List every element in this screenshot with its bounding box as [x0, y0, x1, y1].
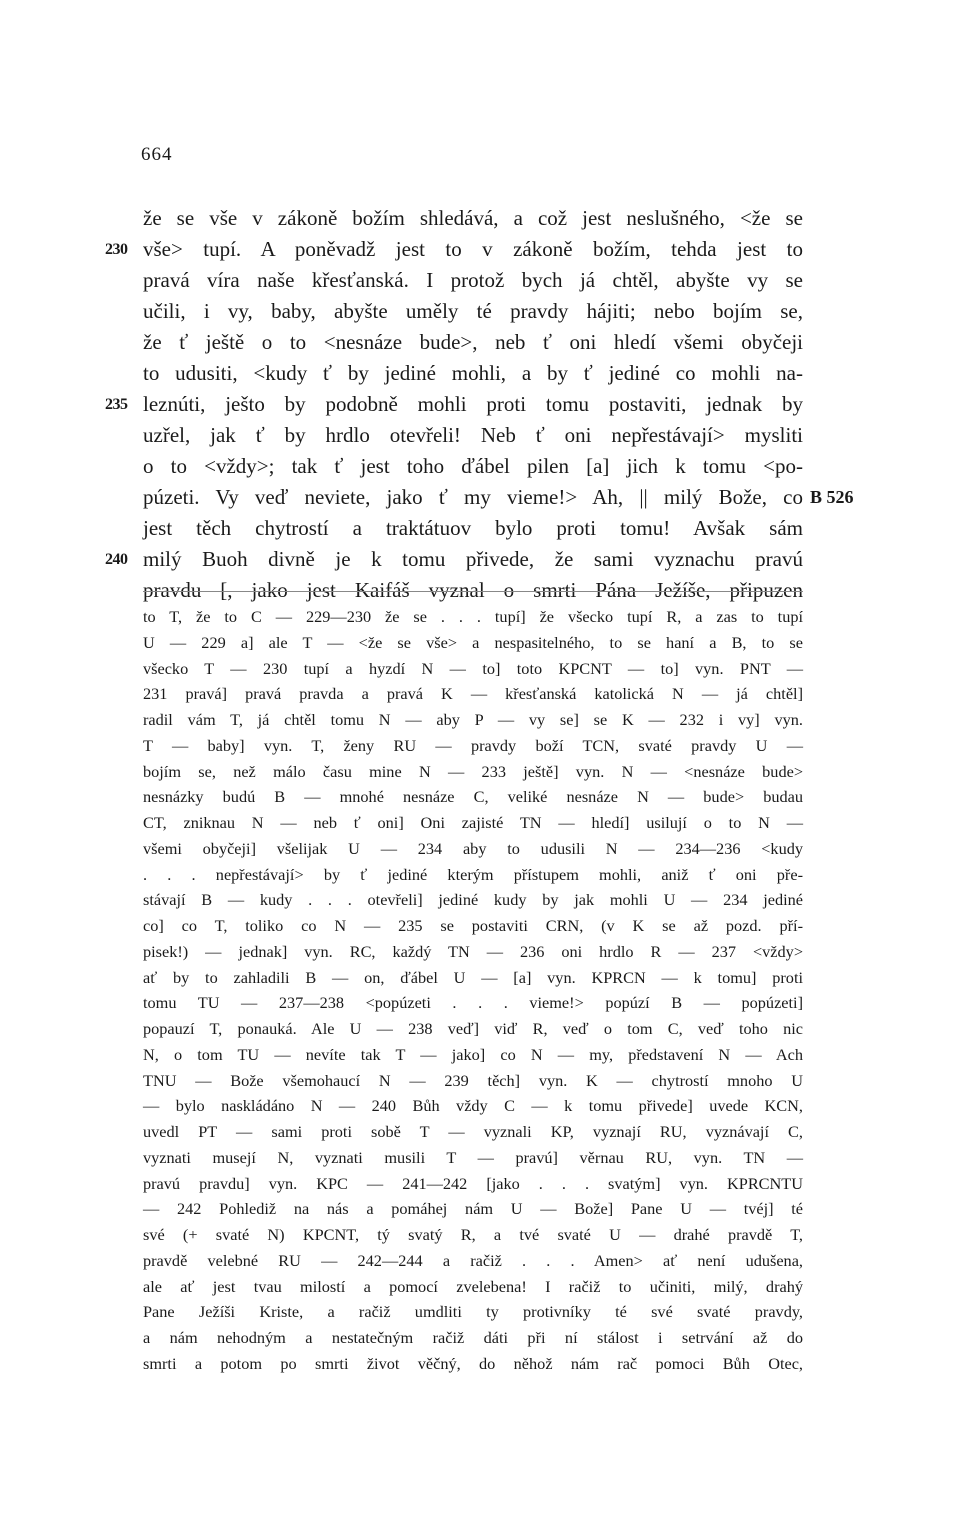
text-line — [143, 265, 803, 296]
text-line — [105, 234, 803, 265]
note-line: pisek!) — jednak] vyn. RC, každý TN — 236 oni hrdlo R — 237 <vždy> — [143, 941, 803, 961]
note-line: všecko T — 230 tupí a hyzdí N — to] toto KPCNT — to] vyn. PNT — — [143, 658, 803, 678]
note-line: nesnázky budú B — mnohé nesnáze C, veliké nesnáze N — bude> budau — [143, 787, 803, 807]
note-line: uvedl PT — sami proti sobě T — vyznali KP, vyznají RU, vyznávají C, — [143, 1122, 803, 1141]
footnote-divider — [143, 591, 803, 592]
note-line: — 242 Pohlediž na nás a pomáhej nám U — Bože] Pane U — tvéj] té — [143, 1199, 803, 1219]
line-text: pravdu [, jako jest Kaifáš vyznal o smrti Pána Ježíše, připuzen — [143, 578, 803, 602]
line-text: o to <vždy>; tak ť jest toho ďábel pilen [a] jich k tomu <po- — [143, 454, 803, 478]
text-line — [143, 420, 803, 451]
note-line: a nám nehodným a nestatečným račiž dáti při ní stálost i setrvání až do — [143, 1328, 803, 1347]
text-line — [143, 482, 854, 513]
text-line — [105, 389, 803, 420]
note-line: pravdě velebné RU — 242—244 a račiž . . . Amen> ať není udušena, — [143, 1250, 803, 1270]
note-line: stávají B — kudy . . . otevřeli] jediné kudy by jak mohli U — 234 jediné — [143, 890, 803, 910]
note-line: vyznati musejí N, vyznati musili T — pravú] věrnau RU, vyn. TN — — [143, 1147, 803, 1167]
note-line: 231 pravá] pravá pravda a pravá K — křesťanská katolická N — já chtěl] — [143, 684, 803, 704]
line-text: uzřel, jak ť by hrdlo otevřeli! Neb ť oni nepřestávají> mysliti — [143, 423, 803, 447]
note-line: . . . nepřestávají> by ť jediné kterým přístupem mohli, aniž ť oni pře- — [143, 864, 803, 884]
note-line: T — baby] vyn. T, ženy RU — pravdy boží TCN, svaté pravdy U — — [143, 735, 803, 755]
line-text: učili, i vy, baby, abyšte uměly té pravdy hájiti; nebo bojím se, — [143, 299, 803, 323]
note-line: to T, že to C — 229—230 že se . . . tupí] že všecko tupí R, a zas to tupí — [143, 607, 803, 626]
note-line: N, o tom TU — nevíte tak T — jako] co N — my, představení N — Ach — [143, 1044, 803, 1064]
line-number: 230 — [105, 241, 128, 258]
line-text: pravá víra naše křesťanská. I protož bych já chtěl, abyšte vy se — [143, 268, 803, 292]
note-line: Pane Ježíši Kriste, a račiž umdliti ty protivníky té své svaté pravdy, — [143, 1302, 803, 1322]
line-text: že ť ještě o to <nesnáze bude>, neb ť oni hledí všemi obyčeji — [143, 330, 803, 354]
main-text — [105, 203, 854, 606]
note-line: ale ať jest tvau milostí a pomocí zvelebena! I račiž to učiniti, milý, drahý — [143, 1276, 803, 1296]
note-line: tomu TU — 237—238 <popúzeti . . . vieme!> popúzí B — popúzeti] — [143, 993, 803, 1013]
text-line — [143, 513, 803, 544]
note-line: všemi obyčeji] všelijak U — 234 aby to udusili N — 234—236 <kudy — [143, 838, 803, 858]
text-line — [143, 203, 803, 234]
note-line: U — 229 a] ale T — <že se vše> a nespasitelného, to se haní a B, to se — [143, 632, 803, 652]
note-line: CT, zniknau N — neb ť oni] Oni zajisté TN — hledí] usilují o to N — — [143, 813, 803, 832]
line-text: leznúti, ješto by podobně mohli proti tomu postaviti, jednak by — [143, 392, 803, 416]
margin-note: B 526 — [810, 487, 854, 507]
text-line — [143, 327, 803, 358]
line-number: 240 — [105, 551, 128, 568]
line-text: jest těch chytrostí a traktátuov bylo proti tomu! Avšak sám — [143, 516, 803, 540]
line-text: vše> tupí. A poněvadž jest to v zákoně božím, tehda jest to — [143, 237, 803, 261]
note-line: ať by to zahladili B — on, ďábel U — [a] vyn. KPRCN — k tomu] proti — [143, 967, 803, 987]
line-text: že se vše v zákoně božím shledává, a což jest neslušného, <že se — [143, 206, 803, 230]
critical-apparatus — [143, 604, 803, 1377]
line-text: to udusiti, <kudy ť by jediné mohli, a by ť jediné co mohli na- — [143, 361, 803, 385]
text-line — [143, 358, 803, 389]
note-line: pravú pravdu] vyn. KPC — 241—242 [jako . . . svatým] vyn. KPRCNTU — [143, 1173, 803, 1193]
text-line — [105, 544, 803, 575]
note-line: bojím se, než málo času mine N — 233 ještě] vyn. N — <nesnáze bude> — [143, 761, 803, 781]
page-number: 664 — [141, 144, 173, 165]
line-number: 235 — [105, 396, 128, 413]
text-line — [143, 451, 803, 482]
note-line: TNU — Bože všemohaucí N — 239 těch] vyn. K — chytrostí mnoho U — [143, 1070, 803, 1090]
note-line: — bylo naskládáno N — 240 Bůh vždy C — k tomu přivede] uvede KCN, — [143, 1096, 803, 1116]
note-line: své (+ svaté N) KPCNT, tý svatý R, a tvé svaté U — drahé pravdě T, — [143, 1225, 803, 1244]
line-text: púzeti. Vy veď neviete, jako ť my vieme!> Ah, || milý Bože, co — [143, 485, 803, 509]
note-line: smrti a potom po smrti život věčný, do něhož nám rač pomoci Bůh Otec, — [143, 1353, 803, 1373]
text-line — [143, 296, 803, 327]
note-line: co] co T, toliko co N — 235 se postaviti CRN, (v K se až pozd. pří- — [143, 916, 803, 935]
note-line: radil vám T, já chtěl tomu N — aby P — vy se] se K — 232 i vy] vyn. — [143, 710, 803, 729]
line-text: milý Buoh divně je k tomu přivede, že sami vyznachu pravú — [143, 547, 803, 571]
note-line: popauzí T, ponauká. Ale U — 238 veď] viď R, veď o tom C, veď toho nic — [143, 1019, 803, 1038]
